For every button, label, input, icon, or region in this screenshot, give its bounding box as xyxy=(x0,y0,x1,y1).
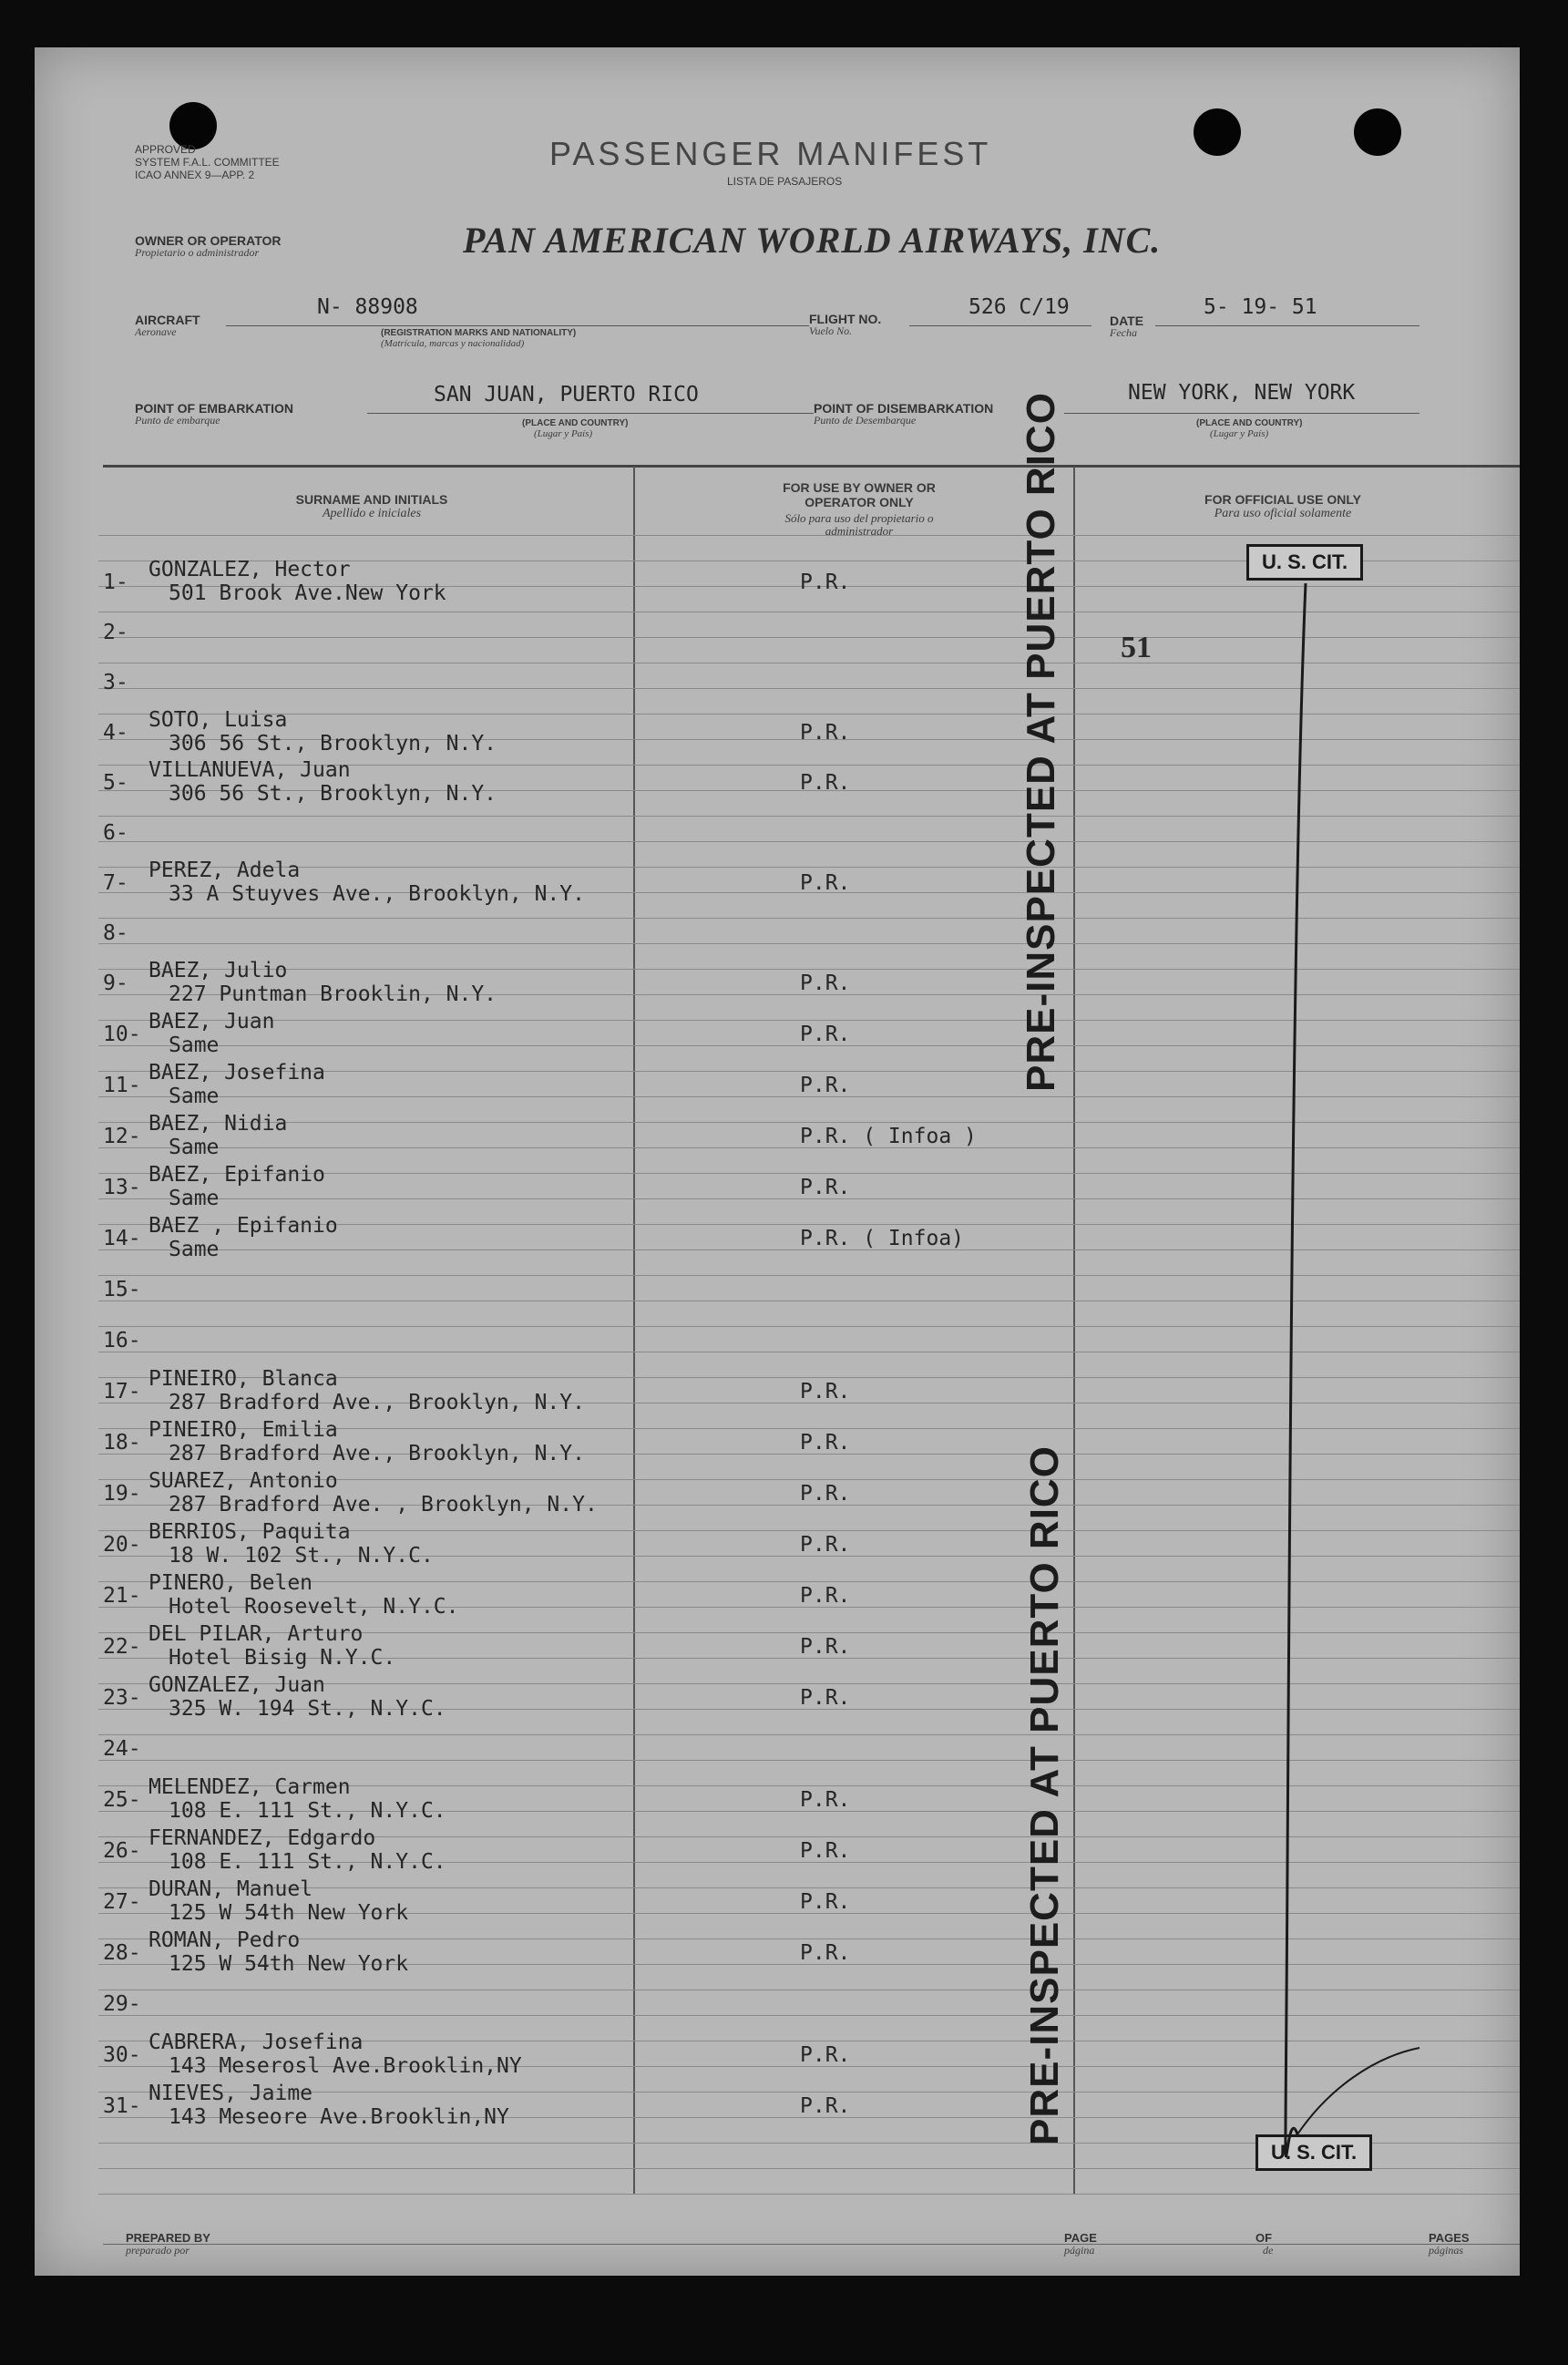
passenger-name: SUAREZ, Antonio xyxy=(149,1469,338,1493)
operator-use: P.R. xyxy=(800,1176,851,1199)
disembark-label: POINT OF DISEMBARKATION xyxy=(814,401,994,416)
entry-number: 17- xyxy=(103,1380,141,1404)
column-header-surname: SURNAME AND INITIALS xyxy=(295,492,448,507)
entry-number: 12- xyxy=(103,1125,141,1148)
of-label-es: de xyxy=(1263,2244,1274,2257)
passenger-address: Same xyxy=(169,1187,220,1210)
manifest-entry xyxy=(103,658,1069,709)
entry-number: 28- xyxy=(103,1941,141,1965)
entry-number: 5- xyxy=(103,771,128,795)
manifest-entry xyxy=(103,1673,1069,1724)
passenger-address: 287 Bradford Ave., Brooklyn, N.Y. xyxy=(169,1391,585,1414)
passenger-name: NIEVES, Jaime xyxy=(149,2082,313,2105)
operator-use: P.R. xyxy=(800,871,851,895)
preinspected-stamp-bottom: PRE-INSPECTED AT PUERTO RICO xyxy=(1022,1445,1067,2145)
passenger-name: FERNANDEZ, Edgardo xyxy=(149,1826,376,1850)
manifest-entry xyxy=(103,1775,1069,1826)
date-label: DATE xyxy=(1110,314,1144,328)
prepared-by-label-es: preparado por xyxy=(126,2244,190,2257)
passenger-address: 143 Meseore Ave.Brooklin,NY xyxy=(169,2105,509,2129)
official-mark: 51 xyxy=(1121,631,1152,664)
page-label-es: página xyxy=(1064,2244,1095,2257)
manifest-entry xyxy=(103,909,1069,960)
manifest-entry xyxy=(103,808,1069,859)
entry-number: 13- xyxy=(103,1176,141,1199)
flight-value: 526 C/19 xyxy=(968,295,1070,319)
owner-label: OWNER OR OPERATOR xyxy=(135,233,282,248)
manifest-entry xyxy=(103,1928,1069,1979)
owner-name: PAN AMERICAN WORLD AIRWAYS, INC. xyxy=(463,220,1162,261)
manifest-entry xyxy=(103,1163,1069,1214)
operator-use: P.R. xyxy=(800,1788,851,1812)
pages-label-es: páginas xyxy=(1429,2244,1464,2257)
manifest-entry xyxy=(103,1877,1069,1928)
us-citizen-stamp-bottom: U. S. CIT. xyxy=(1255,2134,1372,2171)
column-header-official-es: Para uso oficial solamente xyxy=(1214,507,1352,520)
manifest-entry xyxy=(103,1316,1069,1367)
operator-use: P.R. xyxy=(800,1839,851,1863)
passenger-address: 108 E. 111 St., N.Y.C. xyxy=(169,1799,446,1823)
punch-hole xyxy=(1354,108,1401,156)
pages-label: PAGES xyxy=(1429,2231,1470,2245)
passenger-name: CABRERA, Josefina xyxy=(149,2031,364,2054)
operator-use: P.R. xyxy=(800,2043,851,2067)
manifest-entry xyxy=(103,1265,1069,1316)
aircraft-sub-es: (Matrícula, marcas y nacionalidad) xyxy=(381,338,525,349)
entry-number: 22- xyxy=(103,1635,141,1659)
manifest-entry xyxy=(103,1214,1069,1265)
operator-use: P.R. xyxy=(800,1482,851,1506)
entry-number: 30- xyxy=(103,2043,141,2067)
entry-number: 14- xyxy=(103,1227,141,1250)
aircraft-label-es: Aeronave xyxy=(135,325,177,338)
passenger-name: BAEZ, Josefina xyxy=(149,1061,325,1085)
passenger-address: Same xyxy=(169,1238,220,1261)
approved-line: APPROVED xyxy=(135,143,196,156)
passenger-name: BAEZ, Julio xyxy=(149,959,288,982)
operator-use: P.R. xyxy=(800,1635,851,1659)
entry-number: 1- xyxy=(103,571,128,594)
operator-use: P.R. xyxy=(800,571,851,594)
passenger-name: PINEIRO, Blanca xyxy=(149,1367,338,1391)
embark-value: SAN JUAN, PUERTO RICO xyxy=(434,383,699,406)
manifest-entry xyxy=(103,1061,1069,1112)
manifest-entry xyxy=(103,758,1069,809)
column-header-surname-es: Apellido e iniciales xyxy=(322,507,422,520)
passenger-address: 227 Puntman Brooklin, N.Y. xyxy=(169,982,497,1006)
aircraft-sub: (REGISTRATION MARKS AND NATIONALITY) xyxy=(381,328,577,338)
entry-number: 8- xyxy=(103,921,128,945)
manifest-entry xyxy=(103,1520,1069,1571)
passenger-address: 501 Brook Ave.New York xyxy=(169,581,446,605)
passenger-address: 306 56 St., Brooklyn, N.Y. xyxy=(169,782,497,806)
entry-number: 23- xyxy=(103,1686,141,1710)
passenger-address: 287 Bradford Ave. , Brooklyn, N.Y. xyxy=(169,1493,598,1517)
manifest-entry xyxy=(103,1418,1069,1469)
entry-number: 25- xyxy=(103,1788,141,1812)
embark-sub-es: (Lugar y País) xyxy=(534,428,593,439)
date-value: 5- 19- 51 xyxy=(1204,295,1317,319)
column-header-official: FOR OFFICIAL USE ONLY xyxy=(1204,492,1361,507)
embark-label-es: Punto de embarque xyxy=(135,414,220,427)
entry-number: 7- xyxy=(103,871,128,895)
owner-label-es: Propietario o administrador xyxy=(135,246,260,259)
passenger-address: Same xyxy=(169,1136,220,1159)
entry-number: 19- xyxy=(103,1482,141,1506)
entry-number: 20- xyxy=(103,1533,141,1557)
manifest-entry xyxy=(103,2082,1069,2133)
passenger-name: BAEZ, Epifanio xyxy=(149,1163,325,1187)
preinspected-stamp-top: PRE-INSPECTED AT PUERTO RICO xyxy=(1019,392,1063,1092)
flight-label-es: Vuelo No. xyxy=(809,324,853,337)
passenger-address: 287 Bradford Ave., Brooklyn, N.Y. xyxy=(169,1442,585,1465)
entry-number: 26- xyxy=(103,1839,141,1863)
us-citizen-stamp-top: U. S. CIT. xyxy=(1246,544,1363,581)
operator-use: P.R. xyxy=(800,972,851,995)
column-header-owner-use: FOR USE BY OWNER OR OPERATOR ONLY xyxy=(783,480,936,509)
passenger-name: SOTO, Luisa xyxy=(149,708,288,732)
passenger-address: Hotel Roosevelt, N.Y.C. xyxy=(169,1595,459,1619)
date-label-es: Fecha xyxy=(1110,326,1137,339)
aircraft-label: AIRCRAFT xyxy=(135,313,200,327)
manifest-entry xyxy=(103,2031,1069,2082)
passenger-address: 143 Meserosl Ave.Brooklin,NY xyxy=(169,2054,522,2078)
disembark-sub-es: (Lugar y País) xyxy=(1210,428,1269,439)
passenger-address: Hotel Bisig N.Y.C. xyxy=(169,1646,396,1670)
operator-use: P.R. xyxy=(800,1074,851,1097)
operator-use: P.R. ( Infoa) xyxy=(800,1227,965,1250)
entry-number: 15- xyxy=(103,1278,141,1301)
passenger-name: BAEZ , Epifanio xyxy=(149,1214,338,1238)
entry-number: 16- xyxy=(103,1329,141,1352)
embark-label: POINT OF EMBARKATION xyxy=(135,401,293,416)
manifest-entry xyxy=(103,1010,1069,1061)
of-label: OF xyxy=(1255,2231,1273,2245)
passenger-name: DEL PILAR, Arturo xyxy=(149,1622,364,1646)
manifest-entry xyxy=(103,859,1069,910)
aircraft-value: N- 88908 xyxy=(317,295,418,319)
entry-number: 9- xyxy=(103,972,128,995)
passenger-address: 125 W 54th New York xyxy=(169,1901,409,1925)
entry-number: 24- xyxy=(103,1737,141,1761)
operator-use: P.R. xyxy=(800,1431,851,1455)
entry-number: 11- xyxy=(103,1074,141,1097)
operator-use: P.R. xyxy=(800,1380,851,1404)
manifest-entry xyxy=(103,959,1069,1010)
entry-number: 18- xyxy=(103,1431,141,1455)
manifest-entry xyxy=(103,1571,1069,1622)
operator-use: P.R. xyxy=(800,1890,851,1914)
passenger-name: PINERO, Belen xyxy=(149,1571,313,1595)
passenger-name: BERRIOS, Paquita xyxy=(149,1520,351,1544)
passenger-name: BAEZ, Nidia xyxy=(149,1112,288,1136)
passenger-name: GONZALEZ, Hector xyxy=(149,558,351,581)
passenger-address: Same xyxy=(169,1085,220,1108)
page-label: PAGE xyxy=(1064,2231,1097,2245)
prepared-by-label: PREPARED BY xyxy=(126,2231,210,2245)
entry-number: 6- xyxy=(103,821,128,845)
page-title: PASSENGER MANIFEST xyxy=(549,135,992,172)
entry-number: 4- xyxy=(103,721,128,745)
manifest-entry xyxy=(103,1112,1069,1163)
passenger-address: 325 W. 194 St., N.Y.C. xyxy=(169,1697,446,1721)
page-title-es: LISTA DE PASAJEROS xyxy=(727,175,843,188)
entry-number: 3- xyxy=(103,671,128,694)
entry-number: 10- xyxy=(103,1023,141,1046)
operator-use: P.R. ( Infoa ) xyxy=(800,1125,977,1148)
disembark-label-es: Punto de Desembarque xyxy=(814,414,917,427)
operator-use: P.R. xyxy=(800,1023,851,1046)
passenger-name: PEREZ, Adela xyxy=(149,859,301,882)
passenger-name: GONZALEZ, Juan xyxy=(149,1673,325,1697)
disembark-sub: (PLACE AND COUNTRY) xyxy=(1196,418,1303,428)
manifest-entry xyxy=(103,708,1069,759)
passenger-address: 108 E. 111 St., N.Y.C. xyxy=(169,1850,446,1874)
manifest-entry xyxy=(103,1469,1069,1520)
flight-label: FLIGHT NO. xyxy=(809,312,882,326)
approved-line: SYSTEM F.A.L. COMMITTEE xyxy=(135,156,280,169)
manifest-entry xyxy=(103,558,1069,609)
entry-number: 29- xyxy=(103,1992,141,2016)
passenger-address: 18 W. 102 St., N.Y.C. xyxy=(169,1544,434,1568)
operator-use: P.R. xyxy=(800,2094,851,2118)
passenger-address: 125 W 54th New York xyxy=(169,1952,409,1976)
column-header-owner-use-es: Sólo para uso del propietario o administrador xyxy=(784,511,934,538)
manifest-page xyxy=(35,47,1520,2276)
manifest-entry xyxy=(103,1622,1069,1673)
manifest-entry xyxy=(103,1367,1069,1418)
operator-use: P.R. xyxy=(800,721,851,745)
passenger-name: ROMAN, Pedro xyxy=(149,1928,301,1952)
passenger-name: MELENDEZ, Carmen xyxy=(149,1775,351,1799)
passenger-name: PINEIRO, Emilia xyxy=(149,1418,338,1442)
passenger-name: VILLANUEVA, Juan xyxy=(149,758,351,782)
operator-use: P.R. xyxy=(800,1584,851,1608)
manifest-entry xyxy=(103,608,1069,659)
operator-use: P.R. xyxy=(800,1533,851,1557)
passenger-address: 306 56 St., Brooklyn, N.Y. xyxy=(169,732,497,756)
entry-number: 31- xyxy=(103,2094,141,2118)
operator-use: P.R. xyxy=(800,1941,851,1965)
manifest-entry xyxy=(103,1826,1069,1877)
disembark-value: NEW YORK, NEW YORK xyxy=(1128,381,1356,405)
passenger-name: DURAN, Manuel xyxy=(149,1877,313,1901)
embark-sub: (PLACE AND COUNTRY) xyxy=(522,418,629,428)
entry-number: 21- xyxy=(103,1584,141,1608)
passenger-address: Same xyxy=(169,1033,220,1057)
manifest-entry xyxy=(103,1724,1069,1775)
passenger-address: 33 A Stuyves Ave., Brooklyn, N.Y. xyxy=(169,882,585,906)
punch-hole xyxy=(1194,108,1241,156)
operator-use: P.R. xyxy=(800,771,851,795)
manifest-entry xyxy=(103,1979,1069,2031)
entry-number: 2- xyxy=(103,621,128,644)
approved-line: ICAO ANNEX 9—APP. 2 xyxy=(135,169,255,181)
passenger-name: BAEZ, Juan xyxy=(149,1010,275,1033)
entry-number: 27- xyxy=(103,1890,141,1914)
operator-use: P.R. xyxy=(800,1686,851,1710)
